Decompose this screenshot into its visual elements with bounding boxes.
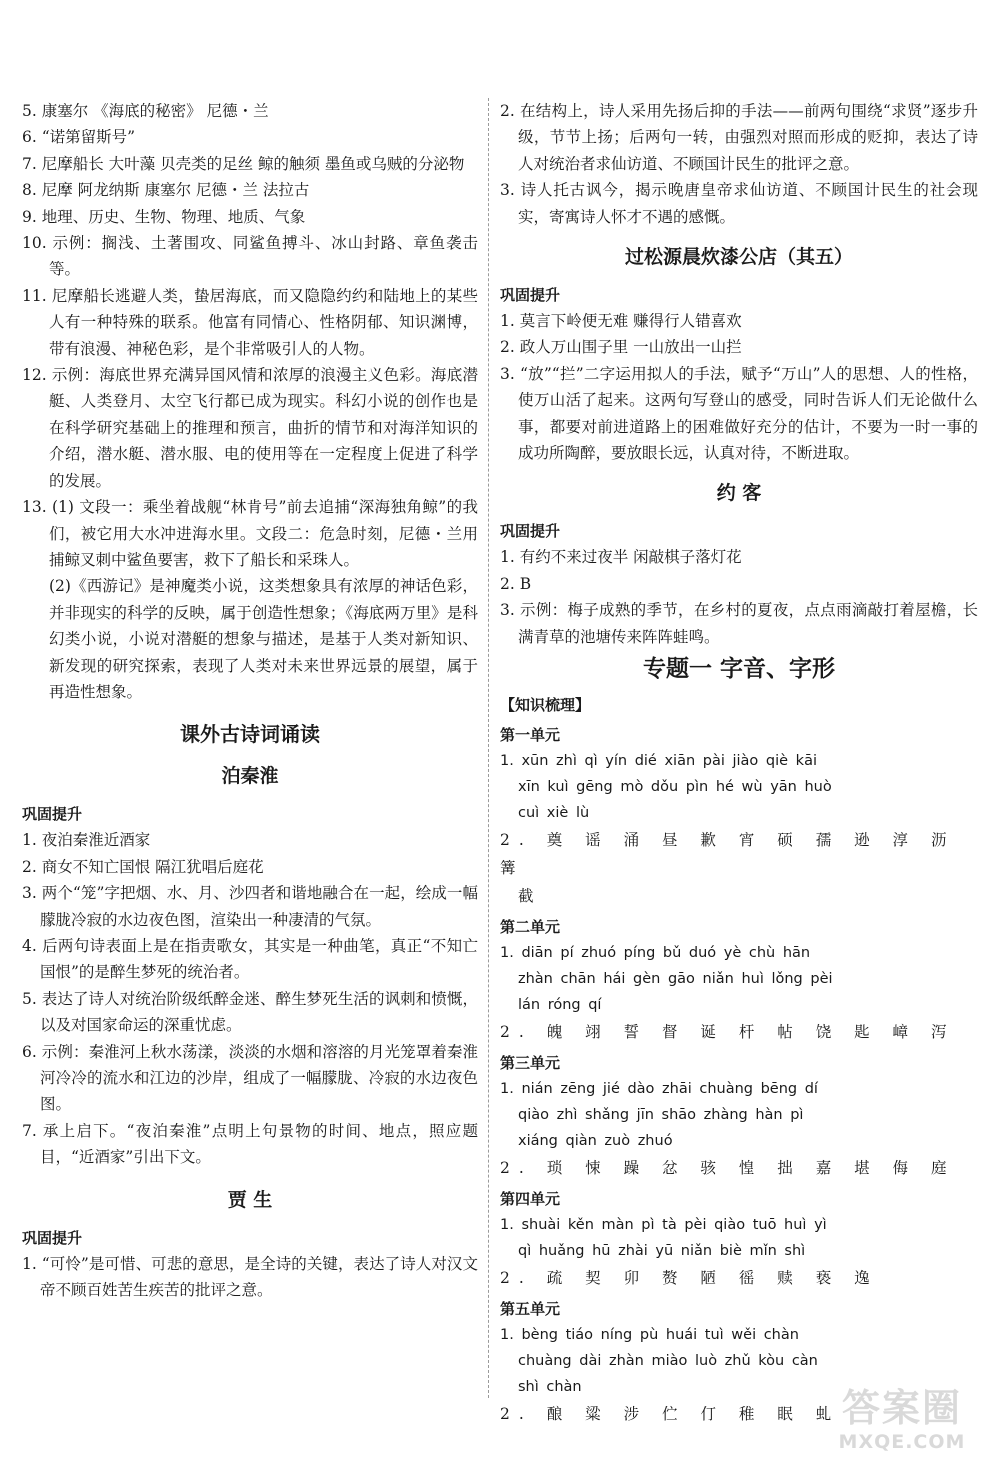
answer-item: 3. 两个“笼”字把烟、水、月、沙四者和谐地融合在一起，绘成一幅朦胧冷寂的水边夜色图，渲染出一种凄清的气氛。: [22, 884, 478, 929]
poem-title: 过松源晨炊漆公店（其五）: [624, 246, 853, 269]
pinyin-line: shì chàn: [518, 1379, 582, 1396]
unit-title: 第四单元: [500, 1190, 561, 1209]
consolidate-label: 巩固提升: [500, 286, 561, 305]
answer-item: 3. 示例：梅子成熟的季节，在乡村的夏夜，点点雨滴敲打着屋檐，长满青草的池塘传来阵阵蛙鸣。: [500, 601, 978, 646]
answer-item: 2. 商女不知亡国恨 隔江犹唱后庭花: [22, 857, 264, 876]
answer-item: 5. 康塞尔 《海底的秘密》 尼德・兰: [22, 102, 269, 120]
answer-item: 4. 后两句诗表面上是在指责歌女，其实是一种曲笔，真正“不知亡国恨”的是醉生梦死的统治者。: [22, 936, 478, 982]
pinyin-line: lán róng qí: [518, 997, 602, 1014]
char-line: 2. 疏 契 卯 赘 陋 徭 赎 亵 逸: [500, 1269, 879, 1288]
answer-item: 8. 尼摩 阿龙纳斯 康塞尔 尼德・兰 法拉古: [22, 181, 310, 200]
pinyin-line: 1. nián zēng jié dào zhāi chuàng bēng dí: [500, 1081, 818, 1098]
answer-item: 11. 尼摩船长逃避人类，蛰居海底，而又隐隐约约和陆地上的某些人有一种特殊的联系。他富有同情心、性格阴郁、知识渊博，带有浪漫、神秘色彩，是个非常吸引人的人物。: [22, 286, 478, 358]
pinyin-line: 1. xūn zhì qì yín dié xiān pài jiào qiè kāi: [500, 753, 817, 770]
answer-item: 5. 表达了诗人对统治阶级纸醉金迷、醉生梦死生活的讽刺和愤慨，以及对国家命运的深重忧虑。: [22, 989, 478, 1035]
unit-block: [500, 914, 978, 1046]
answer-item: 2. 政人万山围子里 一山放出一山拦: [500, 338, 742, 357]
column-divider: [488, 98, 489, 1398]
pinyin-line: 1. shuài kěn màn pì tà pèi qiào tuō huì yì: [500, 1217, 827, 1234]
poem-title: 贾 生: [227, 1188, 273, 1211]
answer-item: 7. 尼摩船长 大叶藻 贝壳类的足丝 鲸的触须 墨鱼或乌贼的分泌物: [22, 154, 465, 173]
answer-item: 6. “诺第留斯号”: [22, 128, 136, 147]
answer-item: (2)《西游记》是神魔类小说，这类想象具有浓厚的神话色彩，并非现实的科学的反映，属于创造性想象；《海底两万里》是科幻类小说，小说对潜艇的想象与描述，是基于人类对新知识、新发现的研究探索，表现了人类对未来世界远景的展望，属于再造性想象。: [49, 577, 478, 701]
char-line: 2. 琐 悚 躁 忿 骇 惶 拙 嘉 堪 侮 庭: [500, 1159, 956, 1178]
unit-title: 第三单元: [500, 1054, 561, 1073]
consolidate-label: 巩固提升: [500, 522, 561, 541]
answer-item: 1. 夜泊秦淮近酒家: [22, 831, 151, 850]
pinyin-line: xiáng qiàn zuò zhuó: [518, 1133, 673, 1150]
answer-item: 1. 有约不来过夜半 闲敲棋子落灯花: [500, 548, 742, 567]
poem-title: 约 客: [716, 482, 762, 505]
unit-title: 第一单元: [500, 726, 561, 745]
char-line: 2. 酿 粱 涉 伫 仃 稚 眠 虬: [500, 1405, 841, 1424]
answer-item: 1. 莫言下岭便无难 赚得行人错喜欢: [500, 312, 742, 331]
consolidate-label: 巩固提升: [22, 1228, 83, 1247]
char-line: 截: [518, 887, 543, 906]
pinyin-line: cuì xiè lù: [518, 805, 590, 822]
unit-title: 第五单元: [500, 1300, 561, 1319]
answer-item: 2. 在结构上，诗人采用先扬后抑的手法——前两句围绕“求贤”逐步升级，节节上扬；后两句一转，由强烈对照而形成的贬抑，表达了诗人对统治者求仙访道、不顾国计民生的批评之意。: [500, 102, 978, 173]
unit-title: 第二单元: [500, 918, 561, 937]
knowledge-label: 【知识梳理】: [500, 696, 591, 715]
answer-item: 10. 示例：搁浅、土著围攻、同鲨鱼搏斗、冰山封路、章鱼袭击等。: [22, 234, 478, 279]
pinyin-line: 1. diān pí zhuó píng bǔ duó yè chù hān: [500, 945, 811, 962]
answer-item: 3. 诗人托古讽今，揭示晚唐皇帝求仙访道、不顾国计民生的社会现实，寄寓诗人怀才不遇的感慨。: [500, 181, 978, 226]
answer-item: 3. “放”“拦”二字运用拟人的手法，赋予“万山”人的思想、人的性格，使万山活了起来。这两句写登山的感受，同时告诉人们无论做什么事，都要对前进道路上的困难做好充分的估计，不要为一时一事的成功所陶醉，要放眼长远，认真对待，不断进取。: [500, 364, 978, 463]
watermark-logo-text: 答案圈: [841, 1386, 962, 1430]
char-line: 2. 魄 翊 誓 督 诞 杆 帖 饶 匙 嶂 泻: [500, 1023, 956, 1042]
answer-item: 13. (1) 文段一：乘坐着战舰“林肯号”前去追捕“深海独角鲸”的我们，被它用大水冲进海水里。文段二：危急时刻，尼德・兰用捕鲸叉刺中鲨鱼要害，救下了船长和采珠人。: [22, 498, 478, 569]
pinyin-line: qiào zhì shǎng jīn shāo zhàng hàn pì: [518, 1107, 804, 1124]
watermark-url: MXQE.COM: [838, 1431, 966, 1453]
poem-title: 泊秦淮: [221, 765, 279, 788]
watermark-logo: [822, 1385, 982, 1465]
answer-item: 12. 示例：海底世界充满异国风情和浓厚的浪漫主义色彩。海底潜艇、人类登月、太空飞行都已成为现实。科幻小说的创作也是在科学研究基础上的推理和预言，曲折的情节和对海洋知识的介绍，潜水艇、潜水服、电的使用等在一定程度上促进了科学的发展。: [22, 366, 478, 490]
pinyin-line: zhàn chān hái gèn gāo niǎn huì lǒng pèi: [518, 971, 833, 988]
answer-item: 1. “可怜”是可惜、可悲的意思，是全诗的关键，表达了诗人对汉文帝不顾百姓苦生疾苦的批评之意。: [22, 1254, 478, 1300]
pinyin-line: xīn kuì gēng mò dǒu pìn hé wù yān huò: [518, 779, 832, 796]
topic-title: 专题一 字音、字形: [642, 655, 835, 683]
right-column: [500, 98, 978, 1428]
char-line: 2. 奠 谣 涌 昼 歉 宵 硕 孺 逊 淳 沥 篝: [500, 831, 956, 878]
answer-item: 2. B: [500, 574, 532, 593]
unit-block: [500, 1186, 978, 1292]
unit-block: [500, 722, 978, 910]
section-title: 课外古诗词诵读: [180, 722, 320, 747]
unit-block: [500, 1050, 978, 1182]
consolidate-label: 巩固提升: [22, 805, 83, 824]
left-column: [22, 98, 478, 1303]
answer-item: 7. 承上启下。“夜泊秦淮”点明上句景物的时间、地点，照应题目，“近酒家”引出下文。: [22, 1121, 478, 1167]
answer-item: 6. 示例：秦淮河上秋水荡漾，淡淡的水烟和溶溶的月光笼罩着秦淮河冷冷的流水和江边的沙岸，组成了一幅朦胧、冷寂的水边夜色图。: [22, 1042, 478, 1114]
pinyin-line: qì huǎng hū zhài yū niǎn biè mǐn shì: [518, 1243, 806, 1260]
pinyin-line: 1. bèng tiáo níng pù huái tuì wěi chàn: [500, 1327, 799, 1344]
pinyin-line: chuàng dài zhàn miào luò zhǔ kòu càn: [518, 1353, 818, 1370]
answer-item: 9. 地理、历史、生物、物理、地质、气象: [22, 207, 306, 226]
